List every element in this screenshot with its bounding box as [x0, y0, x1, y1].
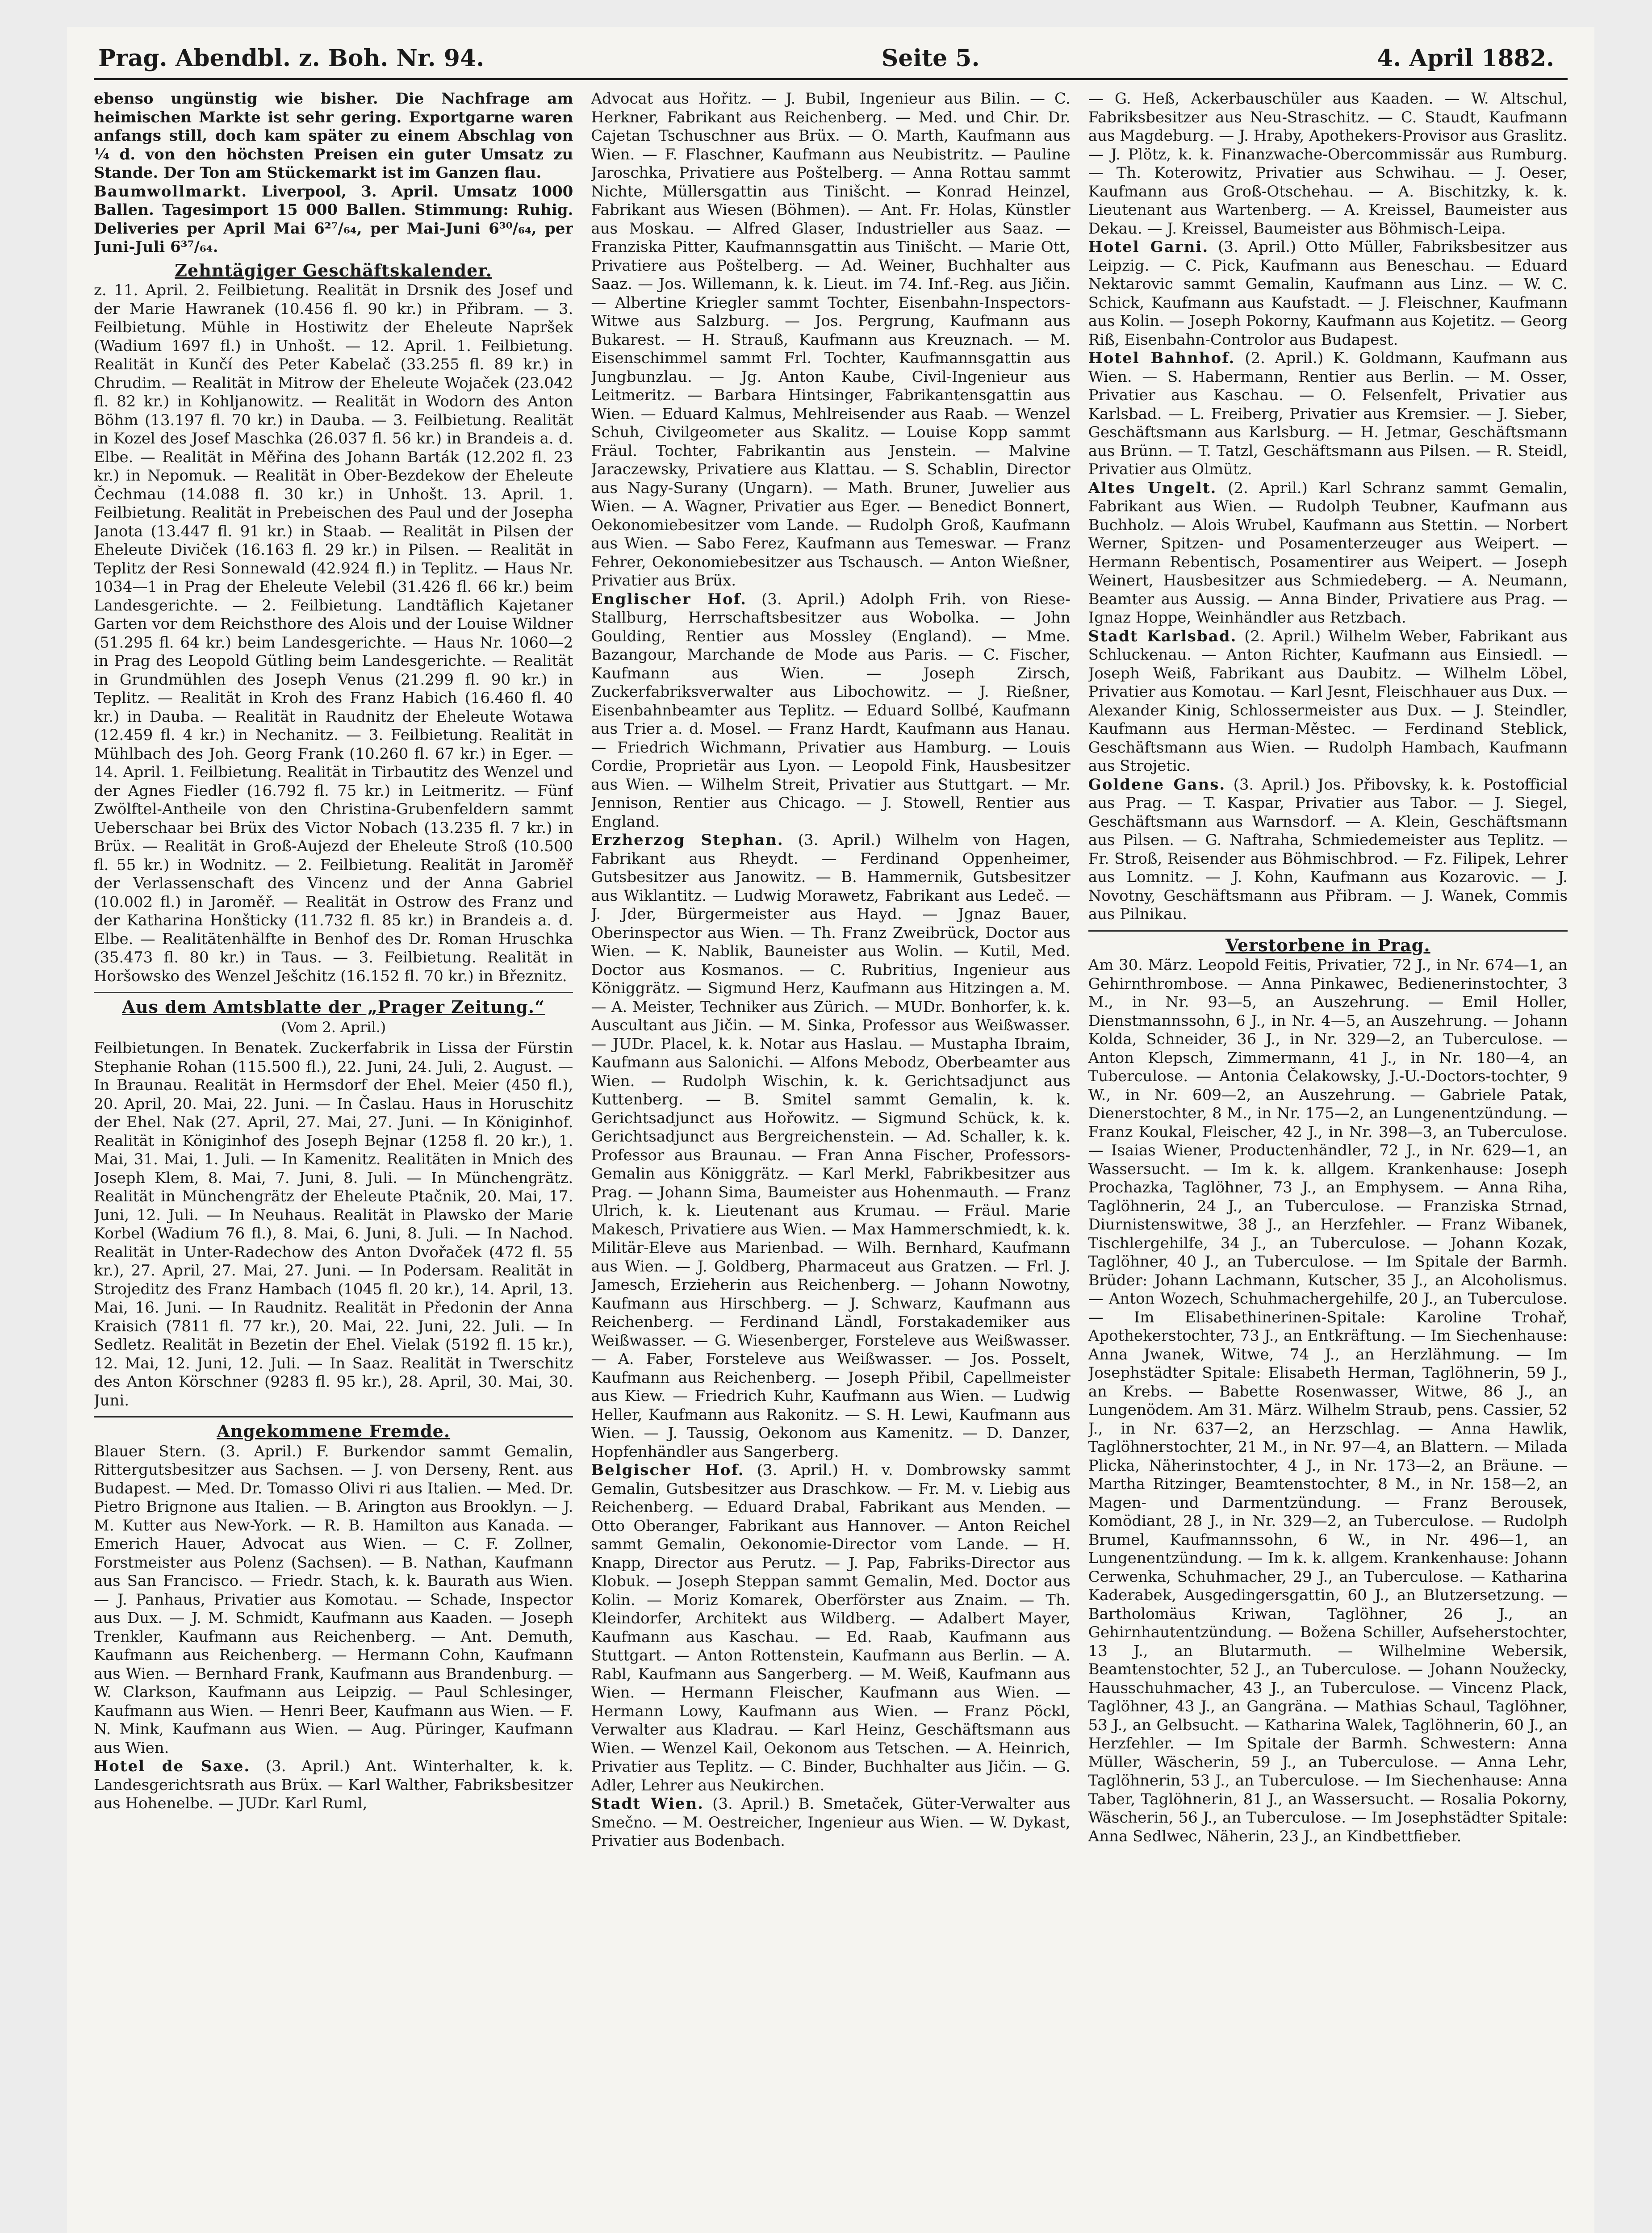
- deaths-heading: Verstorbene in Prag.: [1225, 935, 1430, 955]
- hotel-entry: [94, 1757, 573, 1813]
- hotel-entry: [1088, 776, 1568, 924]
- calendar-text: z. 11. April. 2. Feilbietung. Realität in Drsnik des Josef und der Marie Hawranek (10.456 fl. 90 kr.) in Přibram. — 3. Feilbietung. Mühle in Hostiwitz der Eheleute Napršek (Wadium 1697 fl.) in Unhošt. — 12. April. 1. Feilbietung. Realität in Kunčí des Peter Kabelač (33.255 fl. 89 kr.) in Chrudim. — Realität in Mitrow der Eheleute Wojaček (23.042 fl. 82 kr.) in Kohljanowitz. — Realität in Wodorn des Anton Böhm (13.197 fl. 70 kr.) in Dauba. — 3. Feilbietung. Realität in Kozel des Josef Maschka (26.037 fl. 56 kr.) in Brandeis a. d. Elbe. — Realität in Měřina des Johann Barták (12.202 fl. 23 kr.) in Nepomuk. — Realität in Ober-Bezdekow der Eheleute Čechmau (14.088 fl. 30 kr.) in Unhošt. 13. April. 1. Feilbietung. Realität in Prebeischen des Paul und der Josepha Janota (13.447 fl. 91 kr.) in Staab. — Realität in Pilsen der Eheleute Diviček (16.163 fl. 29 kr.) in Pilsen. — Realität in Teplitz der Resi Sonnewald (42.924 fl.) in Teplitz. — Haus Nr. 1034—1 in Prag der Eheleute Velebil (31.426 fl. 66 kr.) beim Landesgerichte. — 2. Feilbietung. Landtäflich Kajetaner Garten vor dem Reichsthore des Alois und der Louise Wildner (51.295 fl. 64 kr.) beim Landesgerichte. — Haus Nr. 1060—2 in Prag des Leopold Gütling beim Landesgerichte. — Realität in Grundmühlen des Joseph Venus (21.299 fl. 90 kr.) in Teplitz. — Realität in Kroh des Franz Habich (16.460 fl. 40 kr.) in Dauba. — Realität in Raudnitz der Eheleute Wotawa (12.459 fl. 4 kr.) in Nechanitz. — 3. Feilbietung. Realität in Mühlbach des Joh. Georg Frank (10.260 fl. 67 kr.) in Eger. — 14. April. 1. Feilbietung. Realität in Tirbautitz des Wenzel und der Agnes Fiedler (16.792 fl. 75 kr.) in Leitmeritz. — Fünf Zwölftel-Antheile von den Christina-Grubenfeldern sammt Ueberschaar bei Brüx des Victor Nobach (13.235 fl. 7 kr.) in Brüx. — Realität in Groß-Aujezd der Eheleute Stroß (10.500 fl. 55 kr.) in Wodnitz. — 2. Feilbietung. Realität in Jaroměř der Verlassenschaft des Vincenz und der Anna Gabriel (10.002 fl.) in Jaroměř. — Realität in Ostrow des Franz und der Katharina Honšticky (11.732 fl. 85 kr.) in Brandeis a. d. Elbe. — Realitätenhälfte in Benhof des Dr. Roman Hruschka (35.473 fl. 80 kr.) in Taus. — 3. Feilbietung. Realität in Horšowsko des Wenzel Ješchitz (16.152 fl. 70 kr.) in Březnitz.: [94, 281, 573, 985]
- hotel-entry: [1088, 627, 1568, 776]
- hotel-entry: [1088, 238, 1568, 349]
- hotel-name: Erzherzog Stephan.: [591, 831, 784, 849]
- hotel-guests: (3. April.) B. Smetaček, Güter-Verwalter aus Smečno. — M. Oestreicher, Ingenieur aus Wien. — W. Dykast, Privatier aus Bodenbach.: [591, 1795, 1071, 1850]
- divider: [94, 1416, 573, 1418]
- hotel-name: Stadt Wien.: [591, 1795, 704, 1813]
- column-3: [1088, 90, 1568, 1851]
- page-header: [94, 45, 1568, 80]
- cotton-market-text: Liverpool, 3. April. Umsatz 1000 Ballen. Tagesimport 15 000 Ballen. Stimmung: Ruhig. Deliveries per April Mai 6²⁷/₆₄, per Mai-Juni 6³⁰/₆₄, per Juni-Juli 6³⁷/₆₄.: [94, 182, 573, 256]
- hotel-guests: (3. April.) Jos. Přibovsky, k. k. Postofficial aus Prag. — T. Kaspar, Privatier aus Tabor. — J. Siegel, Geschäftsmann aus Warnsdorf. — A. Klein, Geschäftsmann aus Pilsen. — G. Naftraha, Schmiedemeister aus Teplitz. — Fr. Stroß, Reisender aus Böhmischbrod. — Fz. Filipek, Lehrer aus Lomnitz. — J. Kohn, Kaufmann aus Kozarovic. — J. Novotny, Geschäftsmann aus Přibram. — J. Wanek, Commis aus Pilnikau.: [1088, 775, 1568, 923]
- hotel-guests: (2. April.) K. Goldmann, Kaufmann aus Wien. — S. Habermann, Rentier aus Berlin. — M. Osser, Privatier aus Kaschau. — O. Felsenfelt, Privatier aus Karlsbad. — L. Freiberg, Privatier aus Kremsier. — J. Sieber, Geschäftsmann aus Karlsburg. — H. Jetmar, Geschäftsmann aus Brünn. — T. Tatzl, Geschäftsmann aus Pilsen. — R. Steidl, Privatier aus Olmütz.: [1088, 349, 1568, 478]
- page-number: Seite 5.: [881, 45, 980, 72]
- hotel-guests: (2. April.) Wilhelm Weber, Fabrikant aus Schluckenau. — Anton Richter, Kaufmann aus Einsiedl. — Joseph Weiß, Fabrikant aus Daubitz. — Wilhelm Löbel, Privatier aus Komotau. — Karl Jesnt, Fleischhauer aus Dux. — Alexander Kinig, Schlossermeister aus Dux. — J. Steindler, Kaufmann aus Herman-Městec. — Ferdinand Steblick, Geschäftsmann aus Wien. — Rudolph Hambach, Kaufmann aus Strojetic.: [1088, 627, 1568, 775]
- hotel-guests: (3. April.) Ant. Winterhalter, k. k. Landesgerichtsrath aus Brüx. — Karl Walther, Fabriksbesitzer aus Hohenelbe. — JUDr. Karl Ruml,: [94, 1757, 573, 1812]
- issue-label: Prag. Abendbl. z. Boh. Nr. 94.: [98, 45, 485, 72]
- hotel-entry: [591, 831, 1070, 1461]
- issue-date: 4. April 1882.: [1377, 45, 1554, 72]
- arrivals-text: Blauer Stern. (3. April.) F. Burkendor sammt Gemalin, Rittergutsbesitzer aus Sachsen. — J. von Derseny, Rent. aus Budapest. — Med. Dr. Tomasso Olivi ri aus Italien. — Med. Dr. Pietro Brignone aus Italien. — B. Arington aus Brooklyn. — J. M. Kutter aus New-York. — R. B. Hamilton aus Kanada. — Emerich Hauer, Advocat aus Wien. — C. F. Zollner, Forstmeister aus Polenz (Sachsen). — B. Nathan, Kaufmann aus San Francisco. — Friedr. Stach, k. k. Baurath aus Wien. — J. Panhaus, Privatier aus Komotau. — Schade, Inspector aus Dux. — J. M. Schmidt, Kaufmann aus Kaaden. — Joseph Trenkler, Kaufmann aus Reichenberg. — Ant. Demuth, Kaufmann aus Reichenberg. — Hermann Cohn, Kaufmann aus Wien. — Bernhard Frank, Kaufmann aus Brandenburg. — W. Clarkson, Kaufmann aus Leipzig. — Paul Schlesinger, Kaufmann aus Wien. — Henri Beer, Kaufmann aus Wien. — F. N. Mink, Kaufmann aus Wien. — Aug. Püringer, Kaufmann aus Wien.: [94, 1442, 573, 1757]
- calendar-heading: Zehntägiger Geschäftskalender.: [175, 260, 493, 280]
- hotel-guests: (3. April.) H. v. Dombrowsky sammt Gemalin, Gutsbesitzer aus Draschkow. — Fr. M. v. Liebig aus Reichenberg. — Eduard Drabal, Fabrikant aus Menden. — Otto Oberanger, Fabrikant aus Hannover. — Anton Reichel sammt Gemalin, Oekonomie-Director vom Lande. — H. Knapp, Director aus Perutz. — J. Pap, Fabriks-Director aus Klobuk. — Joseph Steppan sammt Gemalin, Med. Doctor aus Kolin. — Moriz Komarek, Oberförster aus Znaim. — Th. Kleindorfer, Architekt aus Wildberg. — Adalbert Mayer, Kaufmann aus Kaschau. — Ed. Raab, Kaufmann aus Stuttgart. — Anton Rottenstein, Kaufmann aus Berlin. — A. Rabl, Kaufmann aus Sangerberg. — M. Weiß, Kaufmann aus Wien. — Hermann Fleischer, Kaufmann aus Wien. — Hermann Lowy, Kaufmann aus Wien. — Franz Pöckl, Verwalter aus Kladrau. — Karl Heinz, Geschäftsmann aus Wien. — Wenzel Kail, Oekonom aus Tetschen. — A. Heinrich, Privatier aus Teplitz. — C. Binder, Buchhalter aus Jičin. — G. Adler, Lehrer aus Neukirchen.: [591, 1461, 1071, 1794]
- hotel-guests: (3. April.) Otto Müller, Fabriksbesitzer aus Leipzig. — C. Pick, Kaufmann aus Beneschau. — Eduard Nektarovic sammt Gemalin, Kaufmann aus Linz. — W. C. Schick, Kaufmann aus Kaufstadt. — J. Fleischner, Kaufmann aus Kolin. — Joseph Pokorny, Kaufmann aus Kojetitz. — Georg Riß, Eisenbahn-Controlor aus Budapest.: [1088, 238, 1568, 349]
- column-1: [94, 90, 573, 1851]
- market-report: ebenso ungünstig wie bisher. Die Nachfrage am heimischen Markte ist sehr gering. Exportgarne waren anfangs still, doch kam später zu einem Abschlag von ¼ d. von den höchsten Preisen ein guter Umsatz zu Stande. Der Ton am Stückemarkt ist im Ganzen flau.: [94, 90, 573, 182]
- hotel-guests: (3. April.) Wilhelm von Hagen, Fabrikant aus Rheydt. — Ferdinand Oppenheimer, Gutsbesitzer aus Janowitz. — B. Hammernik, Gutsbesitzer aus Wiklantitz. — Ludwig Morawetz, Fabrikant aus Ledeč. — J. Jder, Bürgermeister aus Hayd. — Jgnaz Bauer, Oberinspector aus Wien. — Th. Franz Zweibrück, Doctor aus Wien. — K. Nablik, Bauneister aus Wolin. — Kutil, Med. Doctor aus Kosmanos. — C. Rubritius, Ingenieur aus Königgrätz. — Sigmund Herz, Kaufmann aus Hitzingen a. M. — A. Meister, Techniker aus Zürich. — MUDr. Bonhorfer, k. k. Auscultant aus Jičin. — M. Sinka, Professor aus Weißwasser. — JUDr. Placel, k. k. Notar aus Haslau. — Mustapha Ibraim, Kaufmann aus Salonichi. — Alfons Mebodz, Oberbeamter aus Wien. — Rudolph Wischin, k. k. Gerichtsadjunct aus Kuttenberg. — B. Smitel sammt Gemalin, k. k. Gerichtsadjunct aus Hořowitz. — Sigmund Schück, k. k. Gerichtsadjunct aus Bergreichenstein. — Ad. Schaller, k. k. Professor aus Braunau. — Fran Anna Fischer, Professors-Gemalin aus Königgrätz. — Karl Merkl, Fabrikbesitzer aus Prag. — Johann Sima, Baumeister aus Hohenmauth. — Franz Ulrich, k. k. Lieutenant aus Krumau. — Fräul. Marie Makesch, Privatiere aus Wien. — Max Hammerschmiedt, k. k. Militär-Eleve aus Marienbad. — Wilh. Bernhard, Kaufmann aus Wien. — J. Goldberg, Pharmaceut aus Gratzen. — Frl. J. Jamesch, Erzieherin aus Reichenberg. — Johann Nowotny, Kaufmann aus Hirschberg. — J. Schwarz, Kaufmann aus Reichenberg. — Ferdinand Ländl, Forstakademiker aus Weißwasser. — G. Wiesenberger, Forsteleve aus Weißwasser. — A. Faber, Forsteleve aus Weißwasser. — Jos. Posselt, Kaufmann aus Reichenberg. — Joseph Přibil, Capellmeister aus Kiew. — Friedrich Kuhr, Kaufmann aus Wien. — Ludwig Heller, Kaufmann aus Rakonitz. — S. H. Lewi, Kaufmann aus Wien. — J. Taussig, Oekonom aus Kamenitz. — D. Danzer, Hopfenhändler aus Sangerberg.: [591, 831, 1071, 1461]
- hotel-entry: [591, 590, 1070, 832]
- hotel-name: Altes Ungelt.: [1088, 479, 1217, 497]
- hotel-name: Goldene Gans.: [1088, 775, 1226, 794]
- hotel-entry: [1088, 479, 1568, 627]
- hotel-entry: [1088, 349, 1568, 479]
- newspaper-page: [67, 27, 1594, 2233]
- hotel-name: Hotel Garni.: [1088, 238, 1209, 256]
- cotton-market: [94, 183, 573, 257]
- gazette-subheading: (Vom 2. April.): [281, 1018, 386, 1036]
- divider: [1088, 930, 1568, 932]
- arrivals-continued: — G. Heß, Ackerbauschüler aus Kaaden. — W. Altschul, Fabriksbesitzer aus Neu-Straschitz. — C. Staudt, Kaufmann aus Magdeburg. — J. Hraby, Apothekers-Provisor aus Graslitz. — J. Plötz, k. k. Finanzwache-Obercommissär aus Rumburg. — Th. Koterowitz, Privatier aus Schwihau. — J. Oeser, Kaufmann aus Groß-Otschehau. — A. Bischitzky, k. k. Lieutenant aus Wartenberg. — A. Kreissel, Baumeister aus Dekau. — J. Kreissel, Baumeister aus Böhmisch-Leipa.: [1088, 90, 1568, 238]
- arrivals-heading: Angekommene Fremde.: [217, 1421, 451, 1441]
- hotel-entry: [591, 1461, 1070, 1795]
- column-2: [591, 90, 1070, 1851]
- hotel-name: Englischer Hof.: [591, 590, 747, 608]
- hotel-entry: [591, 1795, 1070, 1851]
- cotton-market-label: Baumwollmarkt.: [94, 182, 248, 201]
- hotel-name: Hotel de Saxe.: [94, 1757, 251, 1775]
- hotel-guests: (3. April.) Adolph Frih. von Riese-Stallburg, Herrschaftsbesitzer aus Wobolka. — John Goulding, Rentier aus Mossley (England). — Mme. Bazangour, Marchande de Mode aus Paris. — C. Fischer, Kaufmann aus Wien. — Joseph Zirsch, Zuckerfabriksverwalter aus Libochowitz. — J. Rießner, Eisenbahnbeamter aus Teplitz. — Eduard Sollbé, Kaufmann aus Trier a. d. Mosel. — Franz Hardt, Kaufmann aus Hanau. — Friedrich Wichmann, Privatier aus Hamburg. — Louis Cordie, Proprietär aus Lyon. — Leopold Fink, Hausbesitzer aus Wien. — Wilhelm Streit, Privatier aus Stuttgart. — Mr. Jennison, Rentier aus Chicago. — J. Stowell, Rentier aus England.: [591, 590, 1071, 831]
- arrivals-continued: Advocat aus Hořitz. — J. Bubil, Ingenieur aus Bilin. — C. Herkner, Fabrikant aus Reichenberg. — Med. und Chir. Dr. Cajetan Tschuschner aus Brüx. — O. Marth, Kaufmann aus Wien. — F. Flaschner, Kaufmann aus Neubistritz. — Pauline Jaroschka, Privatiere aus Poštelberg. — Anna Rottau sammt Nichte, Müllersgattin aus Tinišcht. — Konrad Heinzel, Fabrikant aus Wiesen (Böhmen). — Ant. Fr. Holas, Künstler aus Moskau. — Alfred Glaser, Industrieller aus Saaz. — Franziska Pitter, Kaufmannsgattin aus Tinišcht. — Marie Ott, Privatiere aus Poštelberg. — Ad. Weiner, Buchhalter aus Saaz. — Jos. Willemann, k. k. Lieut. im 74. Inf.-Reg. aus Jičin. — Albertine Kriegler sammt Tochter, Eisenbahn-Inspectors-Witwe aus Salzburg. — Jos. Pergrung, Kaufmann aus Bukarest. — H. Strauß, Kaufmann aus Kreuznach. — M. Eisenschimmel sammt Frl. Tochter, Kaufmannsgattin aus Jungbunzlau. — Jg. Anton Kaube, Civil-Ingenieur aus Leitmeritz. — Barbara Hintsinger, Fabrikantensgattin aus Wien. — Eduard Kalmus, Mehlreisender aus Raab. — Wenzel Schuh, Civilgeometer aus Skalitz. — Louise Kopp sammt Fräul. Tochter, Fabrikantin aus Jenstein. — Malvine Jaraczewsky, Privatiere aus Klattau. — S. Schablin, Director aus Nagy-Surany (Ungarn). — Math. Bruner, Juwelier aus Wien. — A. Wagner, Privatier aus Eger. — Benedict Bonnert, Oekonomiebesitzer vom Lande. — Rudolph Groß, Kaufmann aus Wien. — Sabo Ferez, Kaufmann aus Temeswar. — Franz Fehrer, Oekonomiebesitzer aus Tschausch. — Anton Wießner, Privatier aus Brüx.: [591, 90, 1071, 590]
- hotel-name: Stadt Karlsbad.: [1088, 627, 1237, 645]
- gazette-heading: Aus dem Amtsblatte der „Prager Zeitung.“: [122, 997, 545, 1017]
- hotel-name: Belgischer Hof.: [591, 1461, 744, 1479]
- hotel-guests: (2. April.) Karl Schranz sammt Gemalin, Fabrikant aus Wien. — Rudolph Teubner, Kaufmann aus Buchholz. — Alois Wrubel, Kaufmann aus Stettin. — Norbert Werner, Spitzen- und Posamenterzeuger aus Weipert. — Hermann Rebentisch, Posamentirer aus Weipert. — Joseph Weinert, Hausbesitzer aus Schmiedeberg. — A. Neumann, Beamter aus Aussig. — Anna Binder, Privatiere aus Prag. — Ignaz Hoppe, Weinhändler aus Retzbach.: [1088, 479, 1568, 627]
- hotel-name: Hotel Bahnhof.: [1088, 349, 1235, 367]
- divider: [94, 992, 573, 993]
- text-columns: [94, 90, 1568, 1851]
- deaths-text: Am 30. März. Leopold Feitis, Privatier, 72 J., in Nr. 674—1, an Gehirnthrombose. — Anna Pinkawec, Bedienerinstochter, 3 M., in Nr. 93—5, an Auszehrung. — Emil Holler, Dienstmannssohn, 6 J., in Nr. 4—5, an Auszehrung. — Johann Kolda, Schneider, 36 J., in Nr. 329—2, an Tuberculose. — Anton Klepsch, Zimmermann, 41 J., in Nr. 180—4, an Tuberculose. — Antonia Čelakowsky, J.-U.-Doctors-tochter, 9 W., in Nr. 609—2, an Auszehrung. — Gabriele Patak, Dienerstochter, 8 M., in Nr. 175—2, an Lungenentzündung. — Franz Koukal, Fleischer, 42 J., in Nr. 398—3, an Tuberculose. — Isaias Wiener, Productenhändler, 72 J., in Nr. 629—1, an Wassersucht. — Im k. k. allgem. Krankenhause: Joseph Prochazka, Taglöhner, 73 J., an Emphysem. — Anna Riha, Taglöhnerin, 24 J., an Tuberculose. — Franziska Strnad, Diurnistenswitwe, 38 J., an Herzfehler. — Franz Wibanek, Tischlergehilfe, 34 J., an Tuberculose. — Johann Kozak, Taglöhner, 40 J., an Tuberculose. — Im Spitale der Barmh. Brüder: Johann Lachmann, Kutscher, 35 J., an Alcoholismus. — Anton Wozech, Schuhmachergehilfe, 20 J., an Tuberculose. — Im Elisabethinerinen-Spitale: Karoline Trohař, Apothekerstochter, 73 J., an Entkräftung. — Im Siechenhause: Anna Jwanek, Witwe, 74 J., an Herzlähmung. — Im Josephstädter Spitale: Elisabeth Herman, Taglöhnerin, 59 J., an Krebs. — Babette Rosenwasser, Witwe, 86 J., an Lungenödem. Am 31. März. Wilhelm Straub, pens. Cassier, 52 J., in Nr. 637—2, an Herzschlag. — Anna Hawlik, Taglöhnerstochter, 21 M., in Nr. 97—4, an Blattern. — Milada Plicka, Näherinstochter, 4 J., in Nr. 173—2, an Bräune. — Martha Ritzinger, Beamtenstochter, 8 M., in Nr. 158—2, an Magen- und Darmentzündung. — Franz Berousek, Komödiant, 28 J., in Nr. 329—2, an Tuberculose. — Rudolph Brumel, Kaufmannssohn, 6 W., in Nr. 496—1, an Lungenentzündung. — Im k. k. allgem. Krankenhause: Johann Cerwenka, Schuhmacher, 29 J., an Tuberculose. — Katharina Kaderabek, Ausgedingersgattin, 60 J., an Blutzersetzung. — Bartholomäus Kriwan, Taglöhner, 26 J., an Gehirnhautentzündung. — Božena Schiller, Aufseherstochter, 13 J., an Blutarmuth. — Wilhelmine Webersik, Beamtenstochter, 52 J., an Tuberculose. — Johann Noužecky, Hausschuhmacher, 43 J., an Tuberculose. — Vincenz Plack, Taglöhner, 43 J., an Gangräna. — Mathias Schaul, Taglöhner, 53 J., an Gelbsucht. — Katharina Walek, Taglöhnerin, 60 J., an Herzfehler. — Im Spitale der Barmh. Schwestern: Anna Müller, Wäscherin, 59 J., an Tuberculose. — Anna Lehr, Taglöhnerin, 53 J., an Tuberculose. — Im Siechenhause: Anna Taber, Taglöhnerin, 81 J., an Wassersucht. — Rosalia Pokorny, Wäscherin, 56 J., an Tuberculose. — Im Josephstädter Spitale: Anna Sedlwec, Näherin, 23 J., an Kindbettfieber.: [1088, 956, 1568, 1845]
- gazette-text: Feilbietungen. In Benatek. Zuckerfabrik in Lissa der Fürstin Stephanie Rohan (115.500 fl.), 22. Juni, 24. Juli, 2. August. — In Braunau. Realität in Hermsdorf der Ehel. Meier (450 fl.), 20. April, 20. Mai, 22. Juni. — In Časlau. Haus in Horuschitz der Ehel. Nak (27. April, 27. Mai, 27. Juni. — In Königinhof. Realität in Königinhof des Joseph Bejnar (1258 fl. 20 kr.), 1. Mai, 31. Mai, 1. Juli. — In Kamenitz. Realitäten in Mnich des Joseph Klem, 8. Mai, 7. Juni, 8. Juli. — In Münchengrätz. Realität in Münchengrätz der Eheleute Ptačnik, 20. Mai, 17. Juni, 12. Juli. — In Neuhaus. Realität in Plawsko der Marie Korbel (Wadium 76 fl.), 8. Mai, 6. Juni, 8. Juli. — In Nachod. Realität in Unter-Radechow des Anton Dvořaček (472 fl. 55 kr.), 27. April, 27. Mai, 27. Juni. — In Podersam. Realität in Strojeditz des Franz Hambach (1045 fl. 20 kr.), 14. April, 13. Mai, 16. Juni. — In Raudnitz. Realität in Předonin der Anna Kraisich (7811 fl. 77 kr.), 20. Mai, 22. Juni, 22. Juli. — In Sedletz. Realität in Bezetin der Ehel. Vielak (5192 fl. 15 kr.), 12. Mai, 12. Juni, 12. Juli. — In Saaz. Realität in Twerschitz des Anton Körschner (9283 fl. 95 kr.), 28. April, 30. Mai, 30. Juni.: [94, 1039, 573, 1409]
